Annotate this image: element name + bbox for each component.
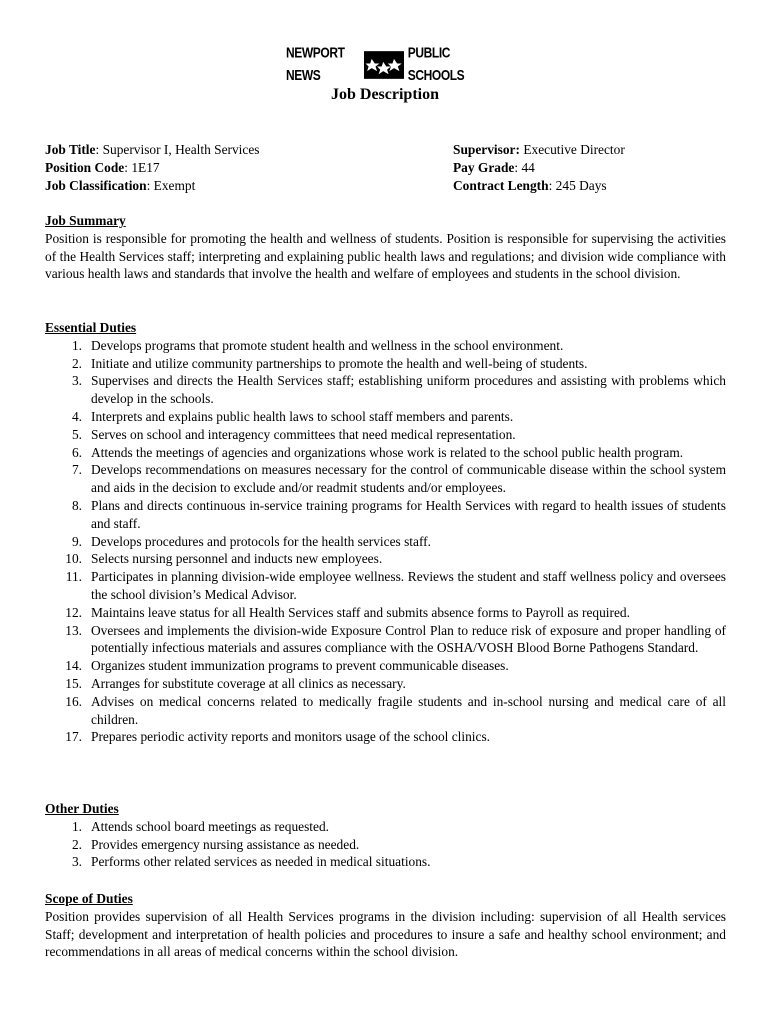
essential-duties-list: [45, 337, 726, 746]
list-item-text: Organizes student immunization programs to prevent communicable diseases.: [91, 658, 509, 674]
list-item-text: Attends school board meetings as requested.: [91, 818, 329, 834]
supervisor-label: Supervisor:: [453, 142, 520, 157]
job-title-value: Supervisor I, Health Services: [99, 142, 260, 157]
position-code-value: 1E17: [127, 160, 160, 175]
job-classification-row: Job Classification: Exempt: [45, 178, 196, 193]
contract-length-value: 245 Days: [552, 178, 607, 193]
supervisor-row: [453, 141, 625, 159]
job-summary-text: Position is responsible for promoting the health and wellness of students. Position is responsible for supervising the activities of the Health Services staff; interpreting and explaining public health laws and regulations; and division wide compliance with various health laws and standards that involve the health and welfare of employees and students in the school division.: [45, 230, 726, 282]
list-item-text: Develops programs that promote student health and wellness in the school environment.: [91, 337, 564, 353]
list-item-text: Maintains leave status for all Health Services staff and submits absence forms to Payroll as required.: [91, 604, 630, 620]
list-item-text: Interprets and explains public health laws to school staff members and parents.: [91, 408, 514, 424]
list-item-text: Develops recommendations on measures necessary for the control of communicable disease within the school system and aids in the decision to exclude and/or readmit students and/or employees.: [91, 462, 726, 496]
job-classification-value: Exempt: [150, 178, 196, 193]
list-item: 2. Initiate and utilize community partnerships to promote the health and well-being of students.: [71, 355, 588, 371]
list-item: 2. Provides emergency nursing assistance as needed.: [71, 836, 360, 852]
list-item: 12. Maintains leave status for all Health Services staff and submits absence forms to Payroll as required.: [65, 604, 630, 620]
list-item-text: Participates in planning division-wide employee wellness. Reviews the student and staff wellness policy and oversees the school division’s Medical Advisor.: [91, 569, 726, 602]
other-duties-heading: Other Duties: [45, 801, 119, 816]
list-item: 13. Oversees and implements the division-wide Exposure Control Plan to reduce risk of exposure and proper handling of potentially infectious materials and assures compliance with the OSHA/VOSH Blood Borne Pathogens Standard.: [65, 622, 726, 656]
other-duties-section: [45, 800, 726, 871]
list-item: 11. Participates in planning division-wide employee wellness. Reviews the student and staff wellness policy and oversees the school division’s Medical Advisor.: [65, 569, 726, 602]
list-item-text: Provides emergency nursing assistance as needed.: [91, 836, 360, 852]
pay-grade-row: Pay Grade: 44: [453, 160, 535, 175]
list-item: 1. Attends school board meetings as requested.: [71, 818, 329, 834]
scope-of-duties-heading: Scope of Duties: [45, 891, 133, 906]
pay-grade-value: 44: [518, 160, 535, 175]
supervisor-value: Executive Director: [519, 142, 625, 157]
list-item: 1. Develops programs that promote student health and wellness in the school environment.: [71, 337, 564, 353]
list-item-text: Initiate and utilize community partnerships to promote the health and well-being of students.: [91, 355, 588, 371]
list-item-text: Performs other related services as needed in medical situations.: [91, 854, 431, 870]
job-title-row: Job Title: Supervisor I, Health Services: [45, 142, 260, 157]
list-item-text: Advises on medical concerns related to medically fragile students and in-school nursing and medical care of all children.: [91, 693, 726, 727]
list-item: 6. Attends the meetings of agencies and organizations whose work is related to the school public health program.: [71, 444, 684, 460]
job-meta-left: [45, 141, 260, 195]
list-item-text: Plans and directs continuous in-service training programs for Health Services with regard to health issues of students and staff.: [91, 497, 726, 531]
list-item: 7. Develops recommendations on measures necessary for the control of communicable disease within the school system and aids in the decision to exclude and/or readmit students and/or employees.: [71, 462, 726, 496]
list-item-text: Oversees and implements the division-wide Exposure Control Plan to reduce risk of exposure and proper handling of potentially infectious materials and assures compliance with the OSHA/VOSH Blood Borne Pathogens Standard.: [91, 622, 726, 656]
list-item: 15. Arranges for substitute coverage at all clinics as necessary.: [65, 675, 406, 691]
list-item-text: Prepares periodic activity reports and monitors usage of the school clinics.: [91, 729, 491, 745]
list-item: 3. Supervises and directs the Health Services staff; establishing uniform procedures and assisting with problems which develop in the schools.: [71, 373, 726, 407]
logo-text-left: NEWPORT NEWS: [286, 44, 345, 84]
job-summary-section: [45, 212, 726, 283]
other-duties-list: [45, 818, 726, 871]
list-item-text: Attends the meetings of agencies and organizations whose work is related to the school public health program.: [91, 444, 684, 460]
essential-duties-section: [45, 319, 726, 746]
list-item: 14. Organizes student immunization programs to prevent communicable diseases.: [65, 658, 509, 674]
list-item-text: Selects nursing personnel and inducts new employees.: [91, 551, 383, 567]
list-item: 8. Plans and directs continuous in-service training programs for Health Services with regard to health issues of students and staff.: [71, 497, 726, 531]
district-logo-icon: [364, 47, 404, 83]
job-classification-label: Job Classification: [45, 178, 147, 193]
logo-text-right: PUBLIC SCHOOLS: [407, 44, 465, 84]
list-item: 10. Selects nursing personnel and inducts new employees.: [65, 551, 383, 567]
list-item: 4. Interprets and explains public health laws to school staff members and parents.: [71, 408, 514, 424]
position-code-row: Position Code: 1E17: [45, 160, 160, 175]
scope-of-duties-section: [45, 890, 726, 961]
contract-length-row: Contract Length: 245 Days: [453, 178, 607, 193]
position-code-label: Position Code: [45, 160, 125, 175]
list-item-text: Serves on school and interagency committees that need medical representation.: [91, 426, 516, 442]
document-title: Job Description: [331, 86, 439, 103]
job-meta-right: [453, 141, 625, 195]
list-item: 3. Performs other related services as needed in medical situations.: [71, 854, 431, 870]
list-item-text: Develops procedures and protocols for the health services staff.: [91, 533, 431, 549]
list-item: 16. Advises on medical concerns related to medically fragile students and in-school nursing and medical care of all children.: [65, 693, 726, 727]
scope-of-duties-text: Position provides supervision of all Health Services programs in the division including: supervision of all Health services Staff; development and interpretation of health policies and procedures to insure a safe and healthy school environment; and recommendations in all areas of medical concerns within the school division.: [45, 908, 726, 960]
essential-duties-heading: Essential Duties: [45, 320, 137, 335]
job-title-label: Job Title: [45, 142, 96, 157]
job-summary-heading: Job Summary: [45, 213, 126, 228]
list-item: 9. Develops procedures and protocols for the health services staff.: [71, 533, 431, 549]
list-item: 17. Prepares periodic activity reports and monitors usage of the school clinics.: [65, 729, 491, 745]
list-item: 5. Serves on school and interagency committees that need medical representation.: [71, 426, 516, 442]
district-logo: [286, 44, 486, 84]
list-item-text: Supervises and directs the Health Services staff; establishing uniform procedures and assisting with problems which develop in the schools.: [91, 373, 726, 407]
list-item-text: Arranges for substitute coverage at all clinics as necessary.: [91, 675, 406, 691]
pay-grade-label: Pay Grade: [453, 160, 515, 175]
contract-length-label: Contract Length: [453, 178, 549, 193]
